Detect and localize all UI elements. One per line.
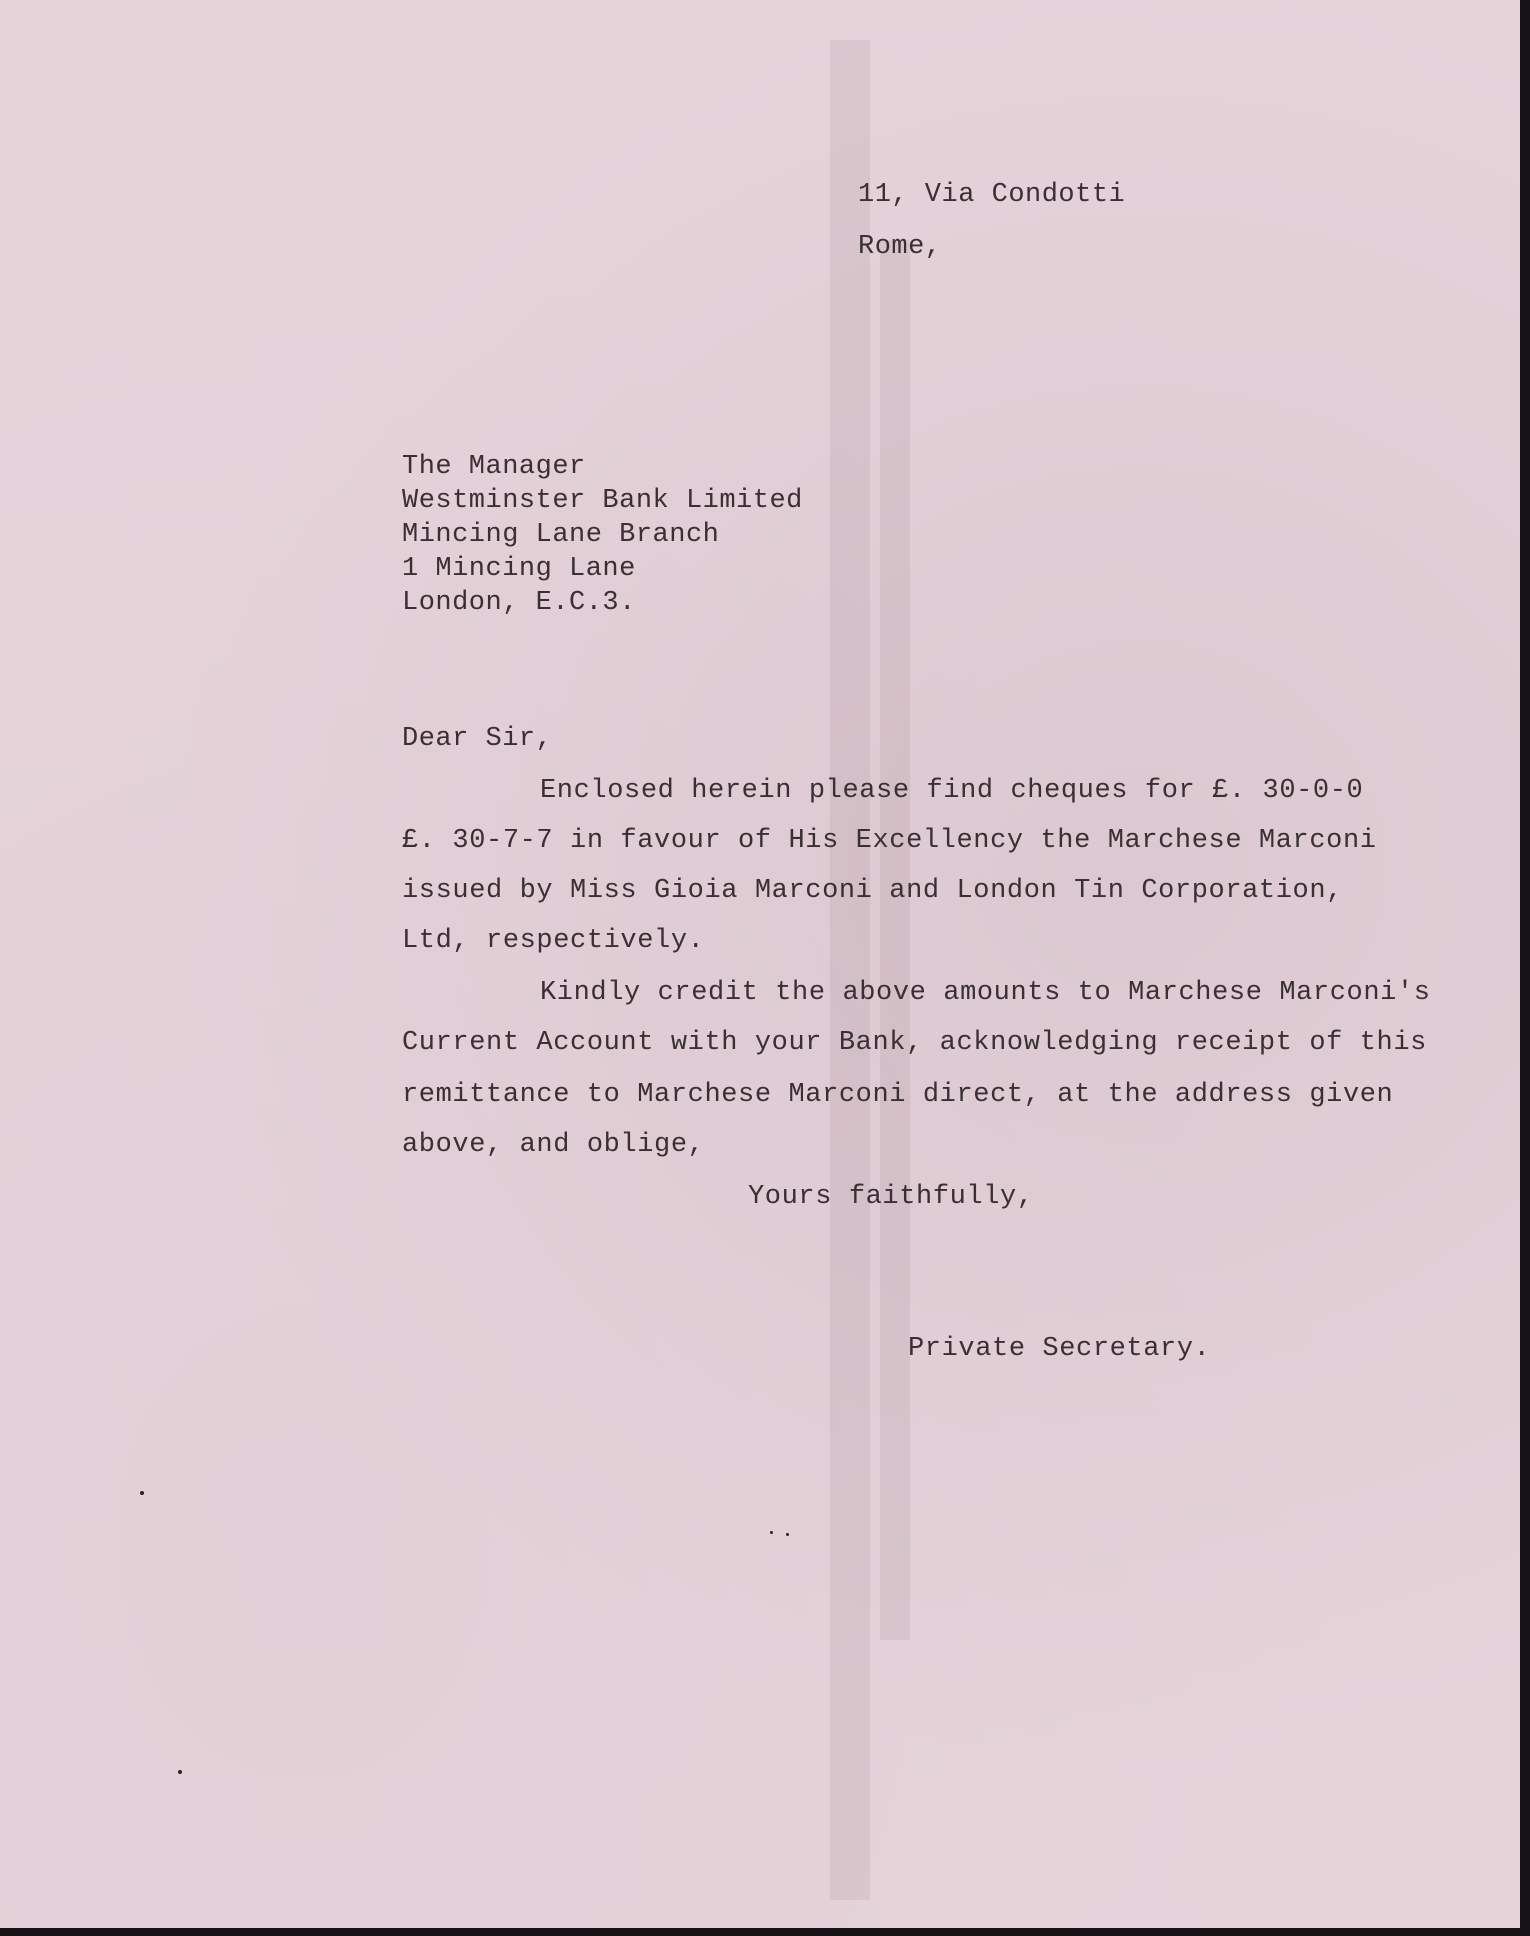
paragraph1-line2: £. 30-7-7 in favour of His Excellency the Marchese Marconi xyxy=(402,826,1377,856)
paper-speck xyxy=(770,1531,773,1534)
paragraph2-line2: Current Account with your Bank, acknowledging receipt of this xyxy=(402,1028,1427,1058)
paragraph1-line1: Enclosed herein please find cheques for £. 30-0-0 xyxy=(540,776,1364,806)
paragraph2-line3: remittance to Marchese Marconi direct, at the address given xyxy=(402,1080,1394,1110)
paper-speck xyxy=(178,1770,182,1774)
sender-address-line1: 11, Via Condotti xyxy=(858,180,1126,210)
paper-speck xyxy=(786,1533,789,1536)
recipient-line2: Westminster Bank Limited xyxy=(402,486,803,516)
recipient-line5: London, E.C.3. xyxy=(402,588,636,618)
signature-title: Private Secretary. xyxy=(908,1334,1211,1364)
salutation: Dear Sir, xyxy=(402,724,553,754)
closing: Yours faithfully, xyxy=(748,1182,1034,1212)
recipient-line3: Mincing Lane Branch xyxy=(402,520,720,550)
paper-speck xyxy=(140,1491,144,1495)
show-through-watermark xyxy=(820,40,940,1900)
paragraph1-line3: issued by Miss Gioia Marconi and London Tin Corporation, xyxy=(402,876,1343,906)
paragraph2-line4: above, and oblige, xyxy=(402,1130,705,1160)
sender-address-line2: Rome, xyxy=(858,232,942,262)
paragraph2-line1: Kindly credit the above amounts to Marchese Marconi's xyxy=(540,978,1431,1008)
recipient-line1: The Manager xyxy=(402,452,586,482)
paragraph1-line4: Ltd, respectively. xyxy=(402,926,705,956)
recipient-line4: 1 Mincing Lane xyxy=(402,554,636,584)
